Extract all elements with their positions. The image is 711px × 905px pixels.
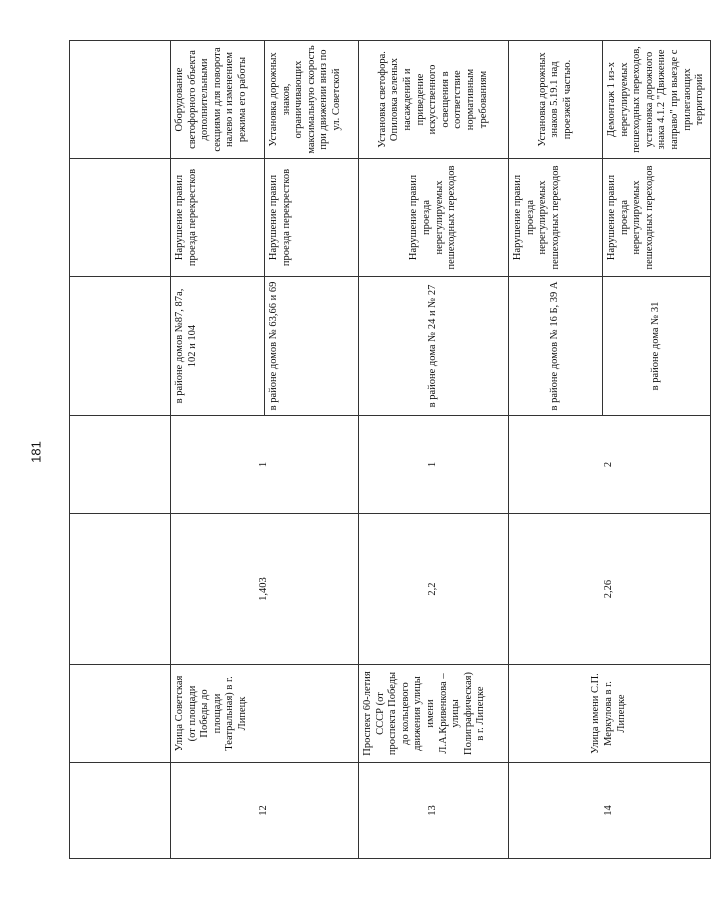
location-cell: в районе домов № 16 Б, 39 А [509,277,603,416]
street-cell: Проспект 60-летия СССР (от проспекта Победы до кольцевого движения улицы имени Л.А.Кривенкова – улицы Полиграфическая) в г. Липецке [359,665,509,763]
header-cell [70,416,171,514]
length-cell: 2,2 [359,514,509,665]
table-row-header [70,41,171,859]
measure-cell: Установка дорожных знаков 5.19.1 над проезжей частью. [509,41,603,159]
table-row [359,41,509,859]
rotated-table-container [69,41,706,859]
header-cell [70,159,171,277]
row-number: 13 [359,763,509,859]
table-row [509,41,603,859]
location-cell: в районе домов №87, 87а, 102 и 104 [171,277,265,416]
row-number: 14 [509,763,711,859]
header-cell [70,665,171,763]
location-cell: в районе дома № 31 [603,277,711,416]
violation-cell: Нарушение правил проезда нерегулируемых пешеходных переходов [359,159,509,277]
length-cell: 2,26 [509,514,711,665]
location-cell: в районе дома № 24 и № 27 [359,277,509,416]
street-cell: Улица Советская (от площади Победы до площади Театральная) в г. Липецк [171,665,359,763]
measure-cell: Установка светофора. Опиловка зеленых насаждений и приведение искусственного освещения в соответствие нормативным требованиям [359,41,509,159]
street-cell: Улица имени С.П. Меркулова в г. Липецке [509,665,711,763]
table-row [171,41,265,859]
violation-cell: Нарушение правил проезда перекрестков [171,159,265,277]
measure-cell: Демонтаж 1 из-х нерегулируемых пешеходных переходов, установка дорожного знака 4.1.2 "Движение направо" при выезде с прилегающих территорий [603,41,711,159]
count-cell: 2 [509,416,711,514]
violation-cell: Нарушение правил проезда нерегулируемых пешеходных переходов [509,159,603,277]
row-number: 12 [171,763,359,859]
header-cell [70,277,171,416]
header-cell [70,763,171,859]
road-safety-table [69,40,711,859]
measure-cell: Оборудование светофорного объекта дополнительными секциями для поворота налево и изменением режима его работы [171,41,265,159]
measure-cell: Установка дорожных знаков, ограничивающих максимальную скорость при движении вниз по ул. Советской [265,41,359,159]
location-cell: в районе домов № 63,66 и 69 [265,277,359,416]
page-number: 181 [28,441,44,463]
count-cell: 1 [171,416,359,514]
violation-cell: Нарушение правил проезда перекрестков [265,159,359,277]
violation-cell: Нарушение правил проезда нерегулируемых пешеходных переходов [603,159,711,277]
header-cell [70,514,171,665]
count-cell: 1 [359,416,509,514]
header-cell [70,41,171,159]
length-cell: 1,403 [171,514,359,665]
